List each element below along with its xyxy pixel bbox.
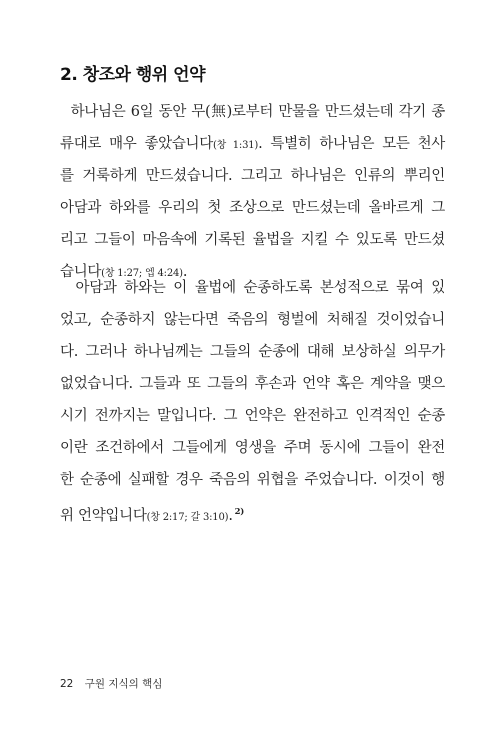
text-line: 한 순종에 실패할 경우 죽음의 위협을 주었습니다. 이것이 행: [60, 472, 445, 488]
text-span: .: [228, 508, 233, 524]
running-title: 구원 지식의 핵심: [84, 678, 163, 690]
page-number: 22: [60, 678, 74, 690]
text-span: .: [182, 264, 188, 280]
text-span: 위 언약입니다: [60, 508, 147, 524]
paragraph-covenant: [60, 272, 445, 528]
scripture-reference: (창 2:17; 갈 3:10): [146, 512, 229, 523]
text-span: . 특별히 하나님은 모든 천사: [258, 136, 445, 152]
text-line: 리고 그들이 마음속에 기록된 율법을 지킬 수 있도록 만드셨: [60, 232, 445, 248]
paragraph-creation: [60, 96, 445, 288]
text-line: 시기 전까지는 말입니다. 그 언약은 완전하고 인격적인 순종: [60, 408, 445, 424]
page-footer: [60, 676, 162, 691]
scripture-reference: (창 1:31): [212, 140, 259, 151]
text-line: 아담과 하와를 우리의 첫 조상으로 만드셨는데 올바르게 그: [60, 200, 445, 216]
text-line: 었고, 순종하지 않는다면 죽음의 형벌에 처해질 것이었습니: [60, 312, 445, 328]
text-line: 아담과 하와는 이 율법에 순종하도록 본성적으로 묶여 있: [60, 280, 445, 296]
scripture-reference: (창 1:27; 엡 4:24): [101, 268, 183, 279]
text-line: 다. 그러나 하나님께는 그들의 순종에 대해 보상하실 의무가: [60, 344, 445, 360]
text-span: 류대로 매우 좋았습니다: [60, 136, 213, 152]
text-span: 습니다: [60, 264, 102, 280]
text-line: 없었습니다. 그들과 또 그들의 후손과 언약 혹은 계약을 맺으: [60, 376, 445, 392]
text-line: [60, 496, 445, 528]
section-heading: 2. 창조와 행위 언약: [60, 65, 205, 85]
text-line: 를 거룩하게 만드셨습니다. 그리고 하나님은 인류의 뿌리인: [60, 168, 445, 184]
text-line: 이란 조건하에서 그들에게 영생을 주며 동시에 그들이 완전: [60, 440, 445, 456]
text-line: 하나님은 6일 동안 무(無)로부터 만물을 만드셨는데 각기 종: [60, 104, 445, 120]
text-line: [60, 128, 445, 160]
footnote-marker: 2): [234, 507, 244, 517]
